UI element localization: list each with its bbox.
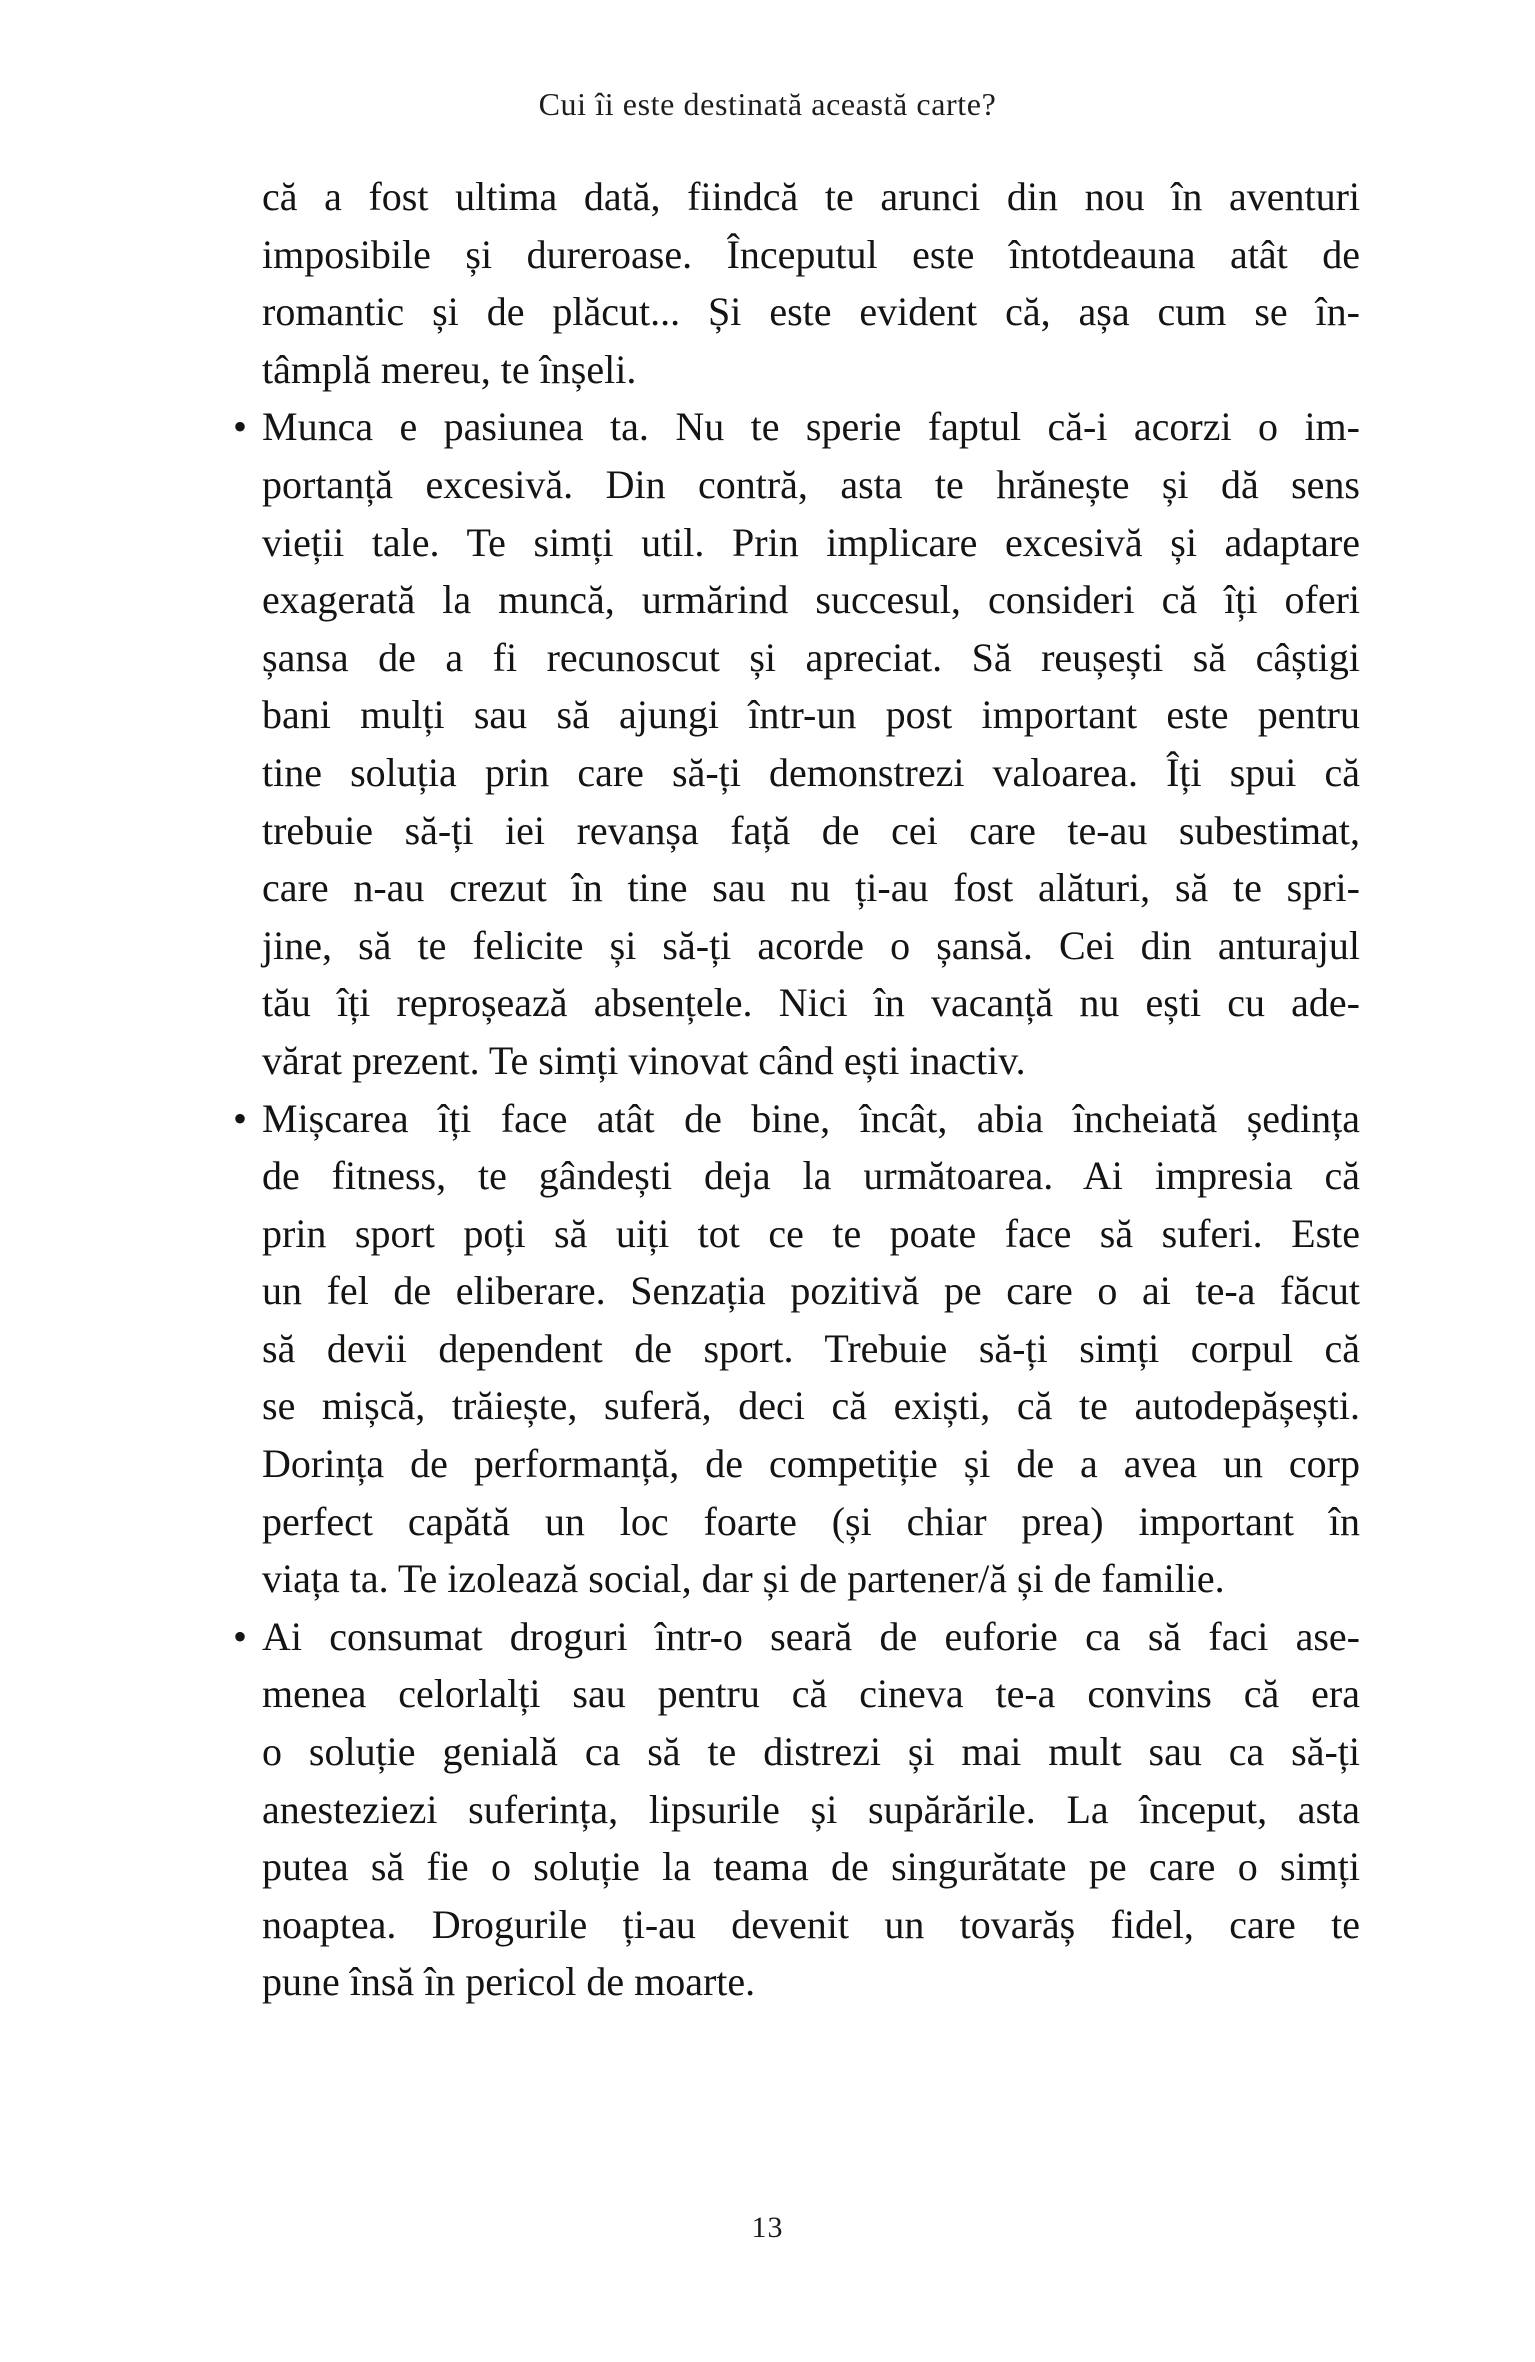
bullet-item-drugs [233,1608,1360,2011]
text-line: vărat prezent. Te simți vinovat când ești inactiv. [262,1037,1026,1083]
text-line: Mișcarea îți face atât de bine, încât, abia încheiată ședința [262,1095,1360,1141]
text-line: o soluție genială ca să te distrezi și mai mult sau ca să-ți [262,1729,1360,1775]
text-line: un fel de eliberare. Senzația pozitivă pe care o ai te-a făcut [262,1268,1360,1314]
text-line: să devii dependent de sport. Trebuie să-ți simți corpul că [262,1325,1360,1371]
text-line: imposibile și dureroase. Începutul este întotdeauna atât de [262,231,1360,277]
text-line: jine, să te felicite și să-ți acorde o șansă. Cei din anturajul [262,922,1360,968]
text-line: tău îți reproșează absențele. Nici în vacanță nu ești cu ade- [262,980,1360,1026]
text-line: Dorința de performanță, de competiție și de a avea un corp [262,1441,1360,1487]
text-line: șansa de a fi recunoscut și apreciat. Să reușești să câștigi [262,634,1360,680]
text-line: portanță excesivă. Din contră, asta te hrănește și dă sens [262,461,1360,507]
text-line: exagerată la muncă, urmărind succesul, consideri că îți oferi [262,577,1360,623]
text-line: menea celorlalți sau pentru că cineva te-a convins că era [262,1671,1360,1717]
page-number: 13 [751,2211,784,2244]
text-line: tâmplă mereu, te înșeli. [262,346,637,392]
text-line: care n-au crezut în tine sau nu ți-au fost alături, să te spri- [262,865,1360,911]
text-line: de fitness, te gândești deja la următoarea. Ai impresia că [262,1153,1360,1199]
text-line: că a fost ultima dată, fiindcă te arunci din nou în aventuri [262,174,1360,219]
bullet-item-sport [233,1090,1360,1608]
running-header: Cui îi este destinată această carte? [538,86,997,122]
text-block [233,168,1360,2011]
text-line: tine soluția prin care să-ți demonstrezi valoarea. Îți spui că [262,749,1360,795]
text-line: bani mulți sau să ajungi într-un post important este pentru [262,692,1360,738]
bullet-item-work [233,398,1360,1089]
text-line: pune însă în pericol de moarte. [262,1959,756,2005]
text-line: se mișcă, trăiește, suferă, deci că exiști, că te autodepășești. [262,1383,1360,1429]
text-line: trebuie să-ți iei revanșa față de cei care te-au subestimat, [262,807,1360,853]
text-line: Munca e pasiunea ta. Nu te sperie faptul că-i acorzi o im- [262,404,1360,450]
text-line: romantic și de plăcut... Și este evident că, așa cum se în- [262,289,1360,335]
bullet-marker: • [233,1095,248,1141]
text-line: anesteziezi suferința, lipsurile și supărările. La început, asta [262,1786,1360,1832]
text-line: prin sport poți să uiți tot ce te poate face să suferi. Este [262,1210,1360,1256]
text-line: perfect capătă un loc foarte (și chiar prea) important în [262,1498,1360,1544]
text-line: noaptea. Drogurile ți-au devenit un tovarăș fidel, care te [262,1901,1360,1947]
paragraph-intro [262,168,1360,398]
text-line: Ai consumat droguri într-o seară de euforie ca să faci ase- [262,1613,1360,1659]
bullet-marker: • [233,1613,248,1659]
text-line: putea să fie o soluție la teama de singurătate pe care o simți [262,1844,1360,1890]
bullet-marker: • [233,404,248,450]
text-line: viața ta. Te izolează social, dar și de partener/ă și de familie. [262,1556,1225,1602]
text-line: vieții tale. Te simți util. Prin implicare excesivă și adaptare [262,519,1360,565]
